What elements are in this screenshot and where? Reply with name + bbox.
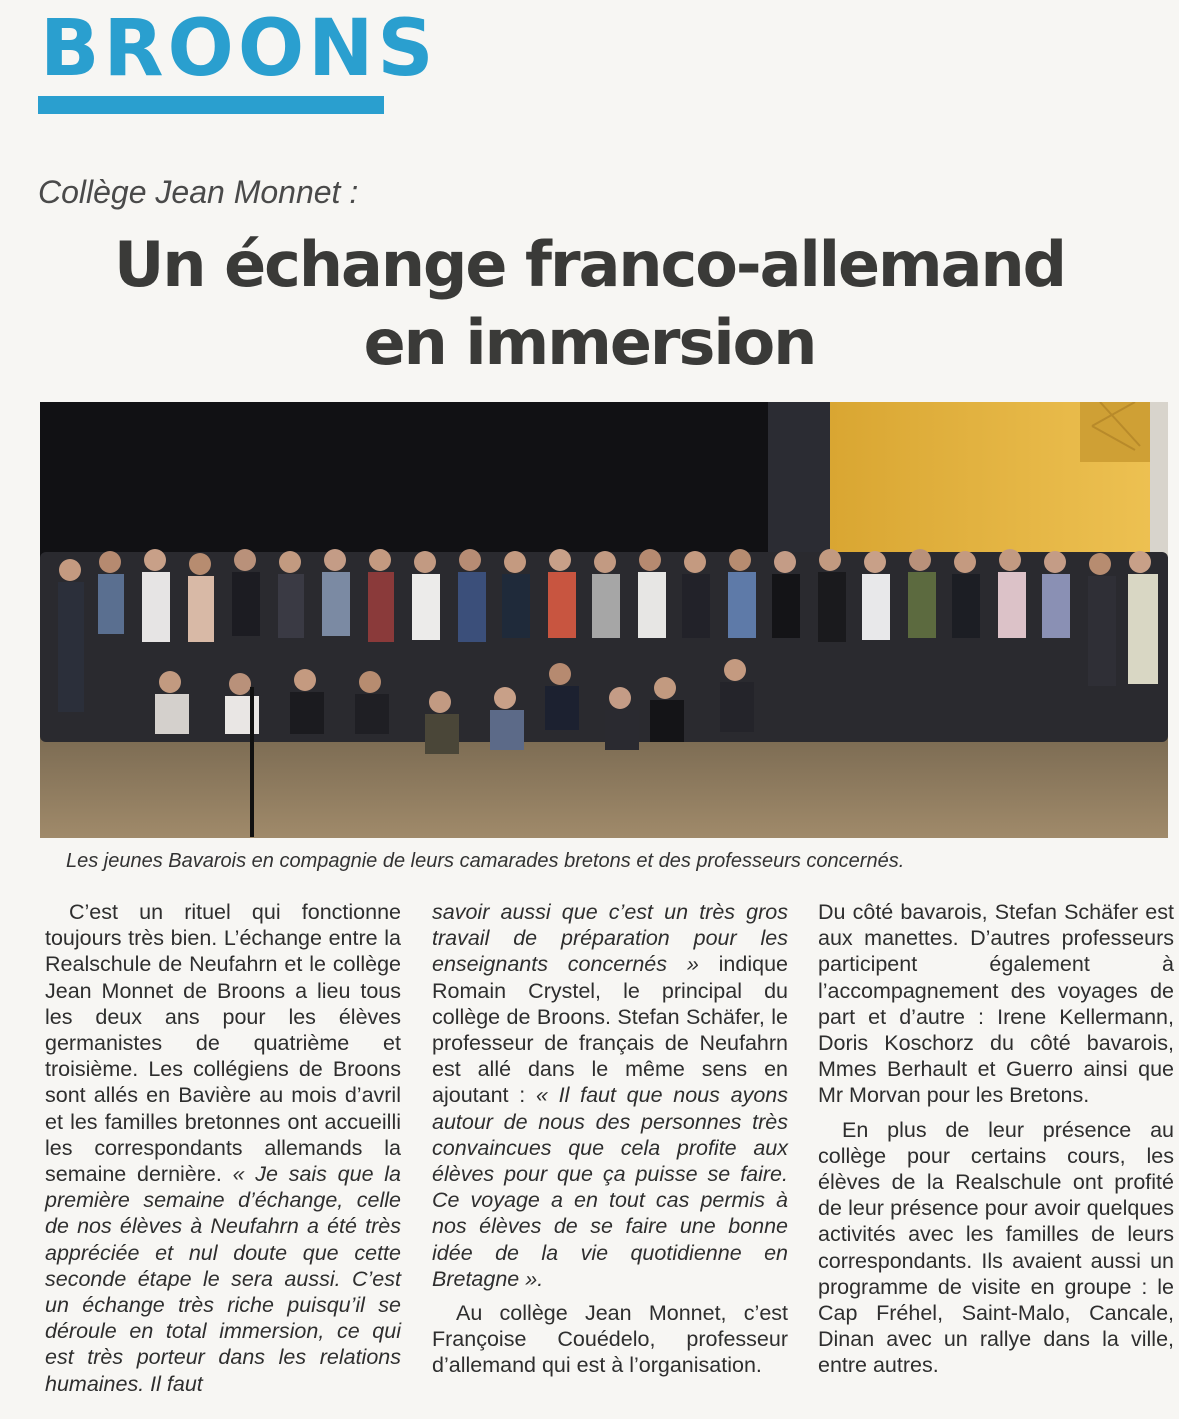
col3-paragraph-2: En plus de leur présence au collège pour certains cours, les élèves de la Realschule ont profité de leur présence pour avoir quelques activités avec les familles de leurs correspondants. Ils avaient aussi un programme de visite en groupe : le Cap Fréhel, Saint-Malo, Cancale, Dinan avec un rallye dans la ville, entre autres. (818, 1117, 1174, 1378)
photo-caption: Les jeunes Bavarois en compagnie de leurs camarades bretons et des professeurs concernés. (66, 850, 905, 872)
col2-text: indique Romain Crystel, le principal du collège de Broons. Stefan Schäfer, le professeur de français de Neufahrn est allé dans le même sens en ajoutant : (432, 952, 788, 1108)
group-photo-illustration (40, 402, 1168, 838)
article-column-2 (432, 899, 788, 1379)
col1-quote: « Je sais que la première semaine d’échange, celle de nos élèves à Neufahrn a été très appréciée et nul doute que cette seconde étape le sera aussi. C’est un échange très riche puisqu’il se déroule en total immersion, ce qui est très porteur dans les relations humaines. Il faut (45, 1162, 401, 1396)
article-column-3 (818, 899, 1174, 1379)
article-column-1 (45, 899, 401, 1397)
col2-quote-2: « Il faut que nous ayons autour de nous des personnes très convaincues que cela profite aux élèves pour que ça puisse se faire. Ce voyage a en tout cas permis à nos élèves de se faire une bonne idée de la vie quotidienne en Bretagne ». (432, 1083, 788, 1291)
article-kicker: Collège Jean Monnet : (38, 174, 359, 210)
headline-line-1: Un échange franco-allemand (114, 228, 1065, 301)
headline-line-2: en immersion (363, 306, 816, 379)
col3-paragraph-1: Du côté bavarois, Stefan Schäfer est aux manettes. D’autres professeurs participent également à l’accompagnement des voyages de part et d’autre : Irene Kellermann, Doris Koschorz du côté bavarois, Mmes Berhault et Guerro ainsi que Mr Morvan pour les Bretons. (818, 900, 1174, 1108)
col2-paragraph-2: Au collège Jean Monnet, c’est Françoise Couédelo, professeur d’allemand qui est à l’organisation. (432, 1301, 788, 1378)
section-rubric: BROONS (40, 4, 438, 94)
col1-paragraph (45, 899, 401, 1397)
rubric-underline (38, 96, 384, 114)
col1-text: C’est un rituel qui fonctionne toujours très bien. L’échange entre la Realschule de Neufahrn et le collège Jean Monnet de Broons a lieu tous les deux ans pour les élèves germanistes de quatrième et troisième. Les collégiens de Broons sont allés en Bavière au mois d’avril et les familles bretonnes ont accueilli les correspondants allemands la semaine dernière. (45, 900, 401, 1187)
col2-paragraph-1 (432, 899, 788, 1292)
group-photo (40, 402, 1168, 838)
col2-quote-end: savoir aussi que c’est un très gros travail de préparation pour les enseignants concernés » (432, 900, 788, 977)
